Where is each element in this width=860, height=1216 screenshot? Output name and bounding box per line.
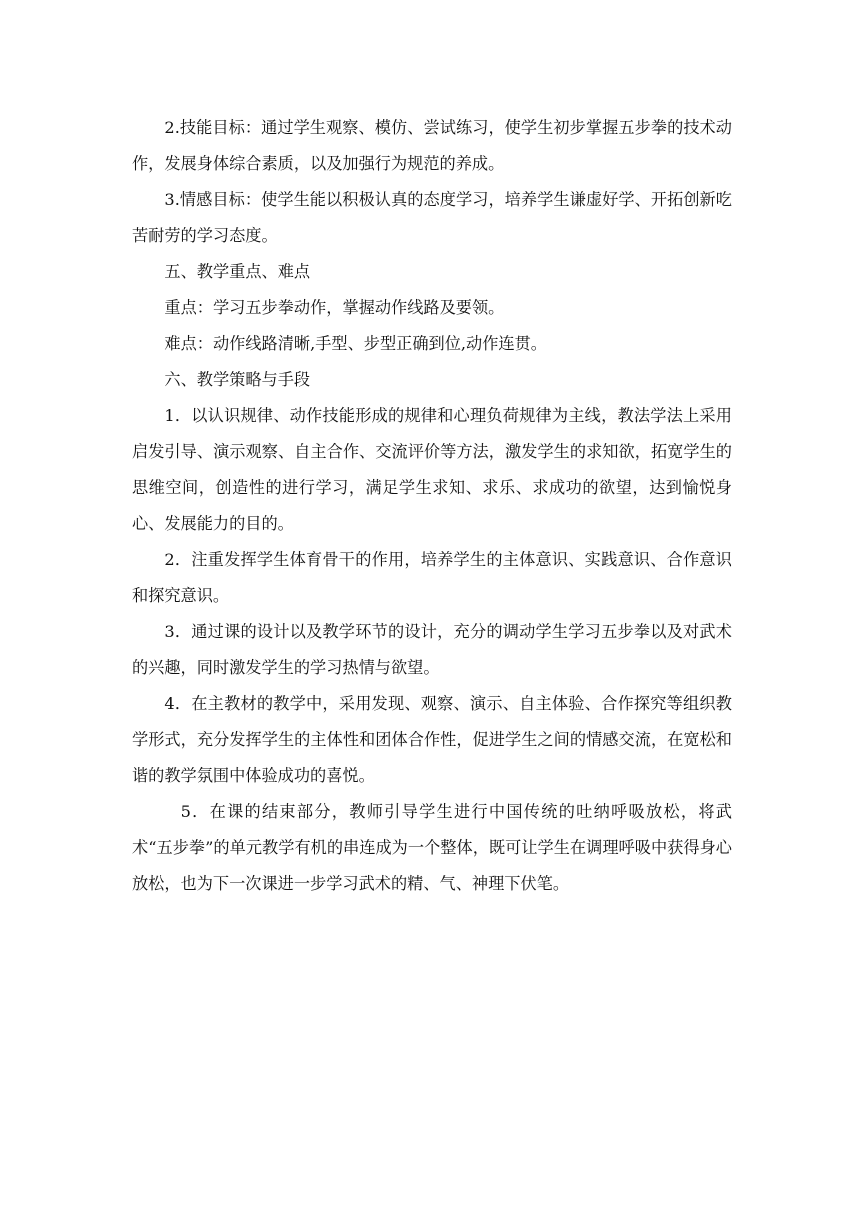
section-heading-strategies: 六、教学策略与手段 <box>164 370 311 389</box>
paragraph-key-point: 重点：学习五步拳动作，掌握动作线路及要领。 <box>164 298 505 317</box>
paragraph-strategy-1: 1．以认识规律、动作技能形成的规律和心理负荷规律为主线，教法学法上采用启发引导、演示观察、自主合作、交流评价等方法，激发学生的求知欲，拓宽学生的思维空间，创造性的进行学习，满足学生求知、求乐、求成功的欲望，达到愉悦身心、发展能力的目的。 <box>132 406 732 533</box>
paragraph-strategy-4: 4．在主教材的教学中，采用发现、观察、演示、自主体验、合作探究等组织教学形式，充分发挥学生的主体性和团体合作性，促进学生之间的情感交流，在宽松和谐的教学氛围中体验成功的喜悦。 <box>132 694 732 785</box>
paragraph-skill-goal: 2.技能目标：通过学生观察、模仿、尝试练习，使学生初步掌握五步拳的技术动作，发展身体综合素质，以及加强行为规范的养成。 <box>132 118 732 173</box>
document-body <box>132 110 732 902</box>
paragraph-strategy-5: 5．在课的结束部分，教师引导学生进行中国传统的吐纳呼吸放松，将武术“五步拳”的单元教学有机的串连成为一个整体，既可让学生在调理呼吸中获得身心放松，也为下一次课进一步学习武术的精、气、神理下伏笔。 <box>132 802 732 893</box>
paragraph-emotion-goal: 3.情感目标：使学生能以积极认真的态度学习，培养学生谦虚好学、开拓创新吃苦耐劳的学习态度。 <box>132 190 732 245</box>
section-heading-key-points: 五、教学重点、难点 <box>164 262 311 281</box>
paragraph-strategy-3: 3．通过课的设计以及教学环节的设计，充分的调动学生学习五步拳以及对武术的兴趣，同时激发学生的学习热情与欲望。 <box>132 622 732 677</box>
paragraph-difficulty: 难点：动作线路清晰,手型、步型正确到位,动作连贯。 <box>164 334 547 353</box>
paragraph-strategy-2: 2．注重发挥学生体育骨干的作用，培养学生的主体意识、实践意识、合作意识和探究意识。 <box>132 550 732 605</box>
